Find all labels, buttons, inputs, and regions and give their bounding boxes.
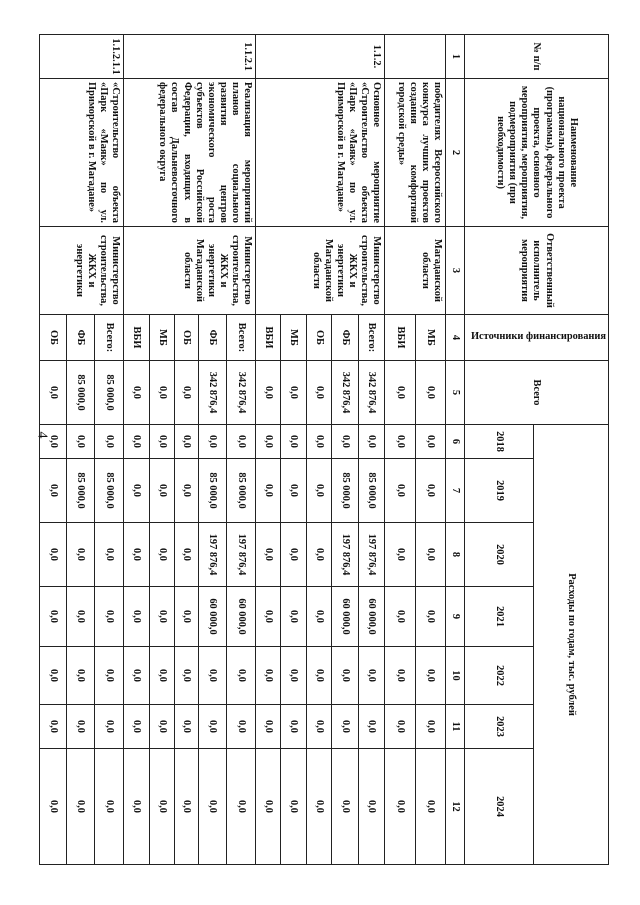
header-year: 2019 — [464, 459, 533, 523]
activity-name: Основное мероприятие «Строительство объекта «Парк «Маяк» по ул. Приморской в г. Магадане» — [255, 79, 384, 227]
value-year: 0,0 — [415, 523, 445, 587]
value-year: 0,0 — [226, 647, 255, 705]
value-year: 0,0 — [123, 705, 149, 749]
page-number: 4 — [34, 431, 50, 439]
funding-source: ВБИ — [384, 315, 415, 361]
value-year: 0,0 — [255, 425, 280, 459]
value-total: 85 000,0 — [66, 361, 94, 425]
funding-source: ОБ — [39, 315, 66, 361]
value-year: 0,0 — [123, 523, 149, 587]
value-year: 197 876,4 — [226, 523, 255, 587]
table-row — [94, 35, 123, 865]
funding-source: ФБ — [198, 315, 226, 361]
value-year: 0,0 — [384, 459, 415, 523]
value-year: 85 000,0 — [66, 459, 94, 523]
header-expenses: Расходы по годам, тыс. рублей — [533, 425, 608, 865]
funding-source: МБ — [149, 315, 174, 361]
value-year: 0,0 — [306, 705, 331, 749]
row-number: 1.1.2.1 — [123, 35, 255, 79]
value-year: 0,0 — [39, 459, 66, 523]
value-year: 85 000,0 — [331, 459, 358, 523]
value-year: 0,0 — [306, 647, 331, 705]
value-total: 0,0 — [384, 361, 415, 425]
value-year: 0,0 — [123, 647, 149, 705]
value-year: 0,0 — [66, 425, 94, 459]
row-number — [384, 35, 445, 79]
value-year: 0,0 — [198, 425, 226, 459]
value-year: 0,0 — [39, 587, 66, 647]
col-number: 12 — [445, 749, 464, 865]
activity-name: «Строительство объекта «Парк «Маяк» по ул. Приморской в г. Магадане» — [39, 79, 123, 227]
funding-source: Всего: — [94, 315, 123, 361]
value-year: 0,0 — [149, 749, 174, 865]
value-year: 60 000,0 — [198, 587, 226, 647]
value-year: 0,0 — [39, 647, 66, 705]
value-year: 85 000,0 — [226, 459, 255, 523]
value-year: 0,0 — [415, 459, 445, 523]
value-year: 0,0 — [306, 459, 331, 523]
value-total: 342 876,4 — [331, 361, 358, 425]
value-year: 0,0 — [174, 425, 198, 459]
value-total: 0,0 — [123, 361, 149, 425]
value-year: 0,0 — [255, 587, 280, 647]
expenses-table — [39, 34, 609, 865]
value-year: 0,0 — [174, 587, 198, 647]
value-year: 0,0 — [255, 647, 280, 705]
value-year: 0,0 — [415, 749, 445, 865]
value-year: 0,0 — [66, 523, 94, 587]
value-year: 0,0 — [306, 425, 331, 459]
value-total: 0,0 — [280, 361, 306, 425]
funding-source: ВБИ — [123, 315, 149, 361]
table-body — [39, 35, 608, 865]
value-year: 0,0 — [198, 705, 226, 749]
funding-source: ФБ — [66, 315, 94, 361]
value-year: 0,0 — [358, 749, 384, 865]
header-year: 2020 — [464, 523, 533, 587]
value-year: 0,0 — [94, 523, 123, 587]
value-year: 0,0 — [174, 749, 198, 865]
header-no: № п/п — [464, 35, 608, 79]
value-year: 0,0 — [384, 749, 415, 865]
rotated-table-container — [47, 34, 609, 824]
value-year: 0,0 — [226, 705, 255, 749]
value-year: 0,0 — [358, 705, 384, 749]
col-number: 4 — [445, 315, 464, 361]
table-row — [415, 35, 445, 865]
value-year: 197 876,4 — [358, 523, 384, 587]
value-year: 0,0 — [39, 425, 66, 459]
value-year: 0,0 — [255, 523, 280, 587]
value-year: 0,0 — [415, 587, 445, 647]
header-year: 2018 — [464, 425, 533, 459]
col-number: 10 — [445, 647, 464, 705]
funding-source: ОБ — [174, 315, 198, 361]
header-row-1 — [533, 35, 608, 865]
value-year: 0,0 — [384, 705, 415, 749]
funding-source: ФБ — [331, 315, 358, 361]
row-number: 1.1.2. — [255, 35, 384, 79]
value-year: 0,0 — [280, 523, 306, 587]
col-number: 9 — [445, 587, 464, 647]
value-total: 0,0 — [255, 361, 280, 425]
value-year: 0,0 — [384, 587, 415, 647]
value-year: 0,0 — [174, 705, 198, 749]
value-year: 0,0 — [226, 425, 255, 459]
value-year: 0,0 — [66, 705, 94, 749]
value-year: 0,0 — [39, 705, 66, 749]
value-year: 0,0 — [94, 425, 123, 459]
value-total: 342 876,4 — [198, 361, 226, 425]
column-numbers-row — [445, 35, 464, 865]
value-year: 0,0 — [280, 749, 306, 865]
header-name: Наименование национального проекта (программы), федерального проекта, основного мероприятия, мероприятия, подмероприятия (при необходимости) — [464, 79, 608, 227]
value-year: 0,0 — [384, 523, 415, 587]
col-number: 7 — [445, 459, 464, 523]
value-year: 0,0 — [123, 425, 149, 459]
value-year: 0,0 — [331, 749, 358, 865]
value-year: 85 000,0 — [94, 459, 123, 523]
value-year: 0,0 — [149, 523, 174, 587]
table-row — [226, 35, 255, 865]
header-year: 2024 — [464, 749, 533, 865]
col-number: 8 — [445, 523, 464, 587]
value-year: 0,0 — [331, 647, 358, 705]
responsible-executor: Министерство строительства, ЖКХ и энергетики Магаданской области — [255, 227, 384, 315]
value-year: 0,0 — [415, 705, 445, 749]
value-total: 342 876,4 — [226, 361, 255, 425]
value-year: 0,0 — [280, 705, 306, 749]
value-year: 0,0 — [123, 459, 149, 523]
value-year: 0,0 — [226, 749, 255, 865]
value-year: 0,0 — [306, 749, 331, 865]
value-year: 0,0 — [306, 587, 331, 647]
value-year: 0,0 — [123, 587, 149, 647]
value-year: 0,0 — [280, 587, 306, 647]
value-year: 0,0 — [66, 587, 94, 647]
value-year: 0,0 — [255, 459, 280, 523]
activity-name: победителях Всероссийского конкурса лучших проектов создания комфортной городской среды» — [384, 79, 445, 227]
value-year: 0,0 — [358, 425, 384, 459]
responsible-executor: Министерство строительства, ЖКХ и энергетики Магаданской области — [123, 227, 255, 315]
value-year: 0,0 — [66, 749, 94, 865]
value-year: 0,0 — [358, 647, 384, 705]
value-year: 197 876,4 — [198, 523, 226, 587]
header-year: 2021 — [464, 587, 533, 647]
value-total: 342 876,4 — [358, 361, 384, 425]
value-year: 0,0 — [39, 523, 66, 587]
value-year: 60 000,0 — [358, 587, 384, 647]
value-year: 197 876,4 — [331, 523, 358, 587]
activity-name: Реализация мероприятий планов социального развития центров экономического роста субъектов Российской Федерации, входящих в состав Дальневосточного федерального округа — [123, 79, 255, 227]
value-year: 0,0 — [384, 647, 415, 705]
value-year: 0,0 — [415, 647, 445, 705]
value-year: 0,0 — [66, 647, 94, 705]
value-year: 60 000,0 — [226, 587, 255, 647]
value-year: 0,0 — [174, 523, 198, 587]
responsible-executor: Магаданской области — [384, 227, 445, 315]
value-year: 0,0 — [331, 425, 358, 459]
header-year: 2022 — [464, 647, 533, 705]
value-total: 0,0 — [149, 361, 174, 425]
value-year: 0,0 — [384, 425, 415, 459]
header-responsible: Ответственный исполнитель мероприятия — [464, 227, 608, 315]
funding-source: ОБ — [306, 315, 331, 361]
row-number: 1.1.2.1.1 — [39, 35, 123, 79]
col-number: 6 — [445, 425, 464, 459]
value-total: 85 000,0 — [94, 361, 123, 425]
funding-source: МБ — [280, 315, 306, 361]
funding-source: МБ — [415, 315, 445, 361]
col-number: 1 — [445, 35, 464, 79]
funding-source: ВБИ — [255, 315, 280, 361]
value-year: 0,0 — [149, 705, 174, 749]
value-year: 0,0 — [331, 705, 358, 749]
value-year: 0,0 — [123, 749, 149, 865]
header-year: 2023 — [464, 705, 533, 749]
value-total: 0,0 — [174, 361, 198, 425]
value-year: 0,0 — [174, 459, 198, 523]
col-number: 11 — [445, 705, 464, 749]
header-source — [464, 315, 608, 361]
value-total: 0,0 — [415, 361, 445, 425]
value-total: 0,0 — [39, 361, 66, 425]
value-year: 0,0 — [94, 647, 123, 705]
value-year: 0,0 — [198, 749, 226, 865]
value-year: 0,0 — [94, 705, 123, 749]
table-row — [358, 35, 384, 865]
value-year: 0,0 — [94, 749, 123, 865]
value-year: 0,0 — [255, 705, 280, 749]
value-year: 0,0 — [149, 647, 174, 705]
value-year: 60 000,0 — [331, 587, 358, 647]
value-year: 0,0 — [255, 749, 280, 865]
col-number: 2 — [445, 79, 464, 227]
value-year: 0,0 — [149, 459, 174, 523]
value-year: 0,0 — [280, 459, 306, 523]
header-total: Всего — [464, 361, 608, 425]
value-year: 0,0 — [198, 647, 226, 705]
header-source-text: Источники финансирования — [470, 331, 606, 343]
col-number: 3 — [445, 227, 464, 315]
value-year: 0,0 — [39, 749, 66, 865]
value-total: 0,0 — [306, 361, 331, 425]
value-year: 0,0 — [280, 425, 306, 459]
value-year: 85 000,0 — [358, 459, 384, 523]
responsible-executor: Министерство строительства, ЖКХ и энергетики — [39, 227, 123, 315]
value-year: 0,0 — [149, 425, 174, 459]
funding-source: Всего: — [358, 315, 384, 361]
value-year: 0,0 — [174, 647, 198, 705]
value-year: 85 000,0 — [198, 459, 226, 523]
col-number: 5 — [445, 361, 464, 425]
value-year: 0,0 — [149, 587, 174, 647]
funding-source: Всего: — [226, 315, 255, 361]
value-year: 0,0 — [415, 425, 445, 459]
rotated-page — [47, 34, 609, 824]
value-year: 0,0 — [306, 523, 331, 587]
value-year: 0,0 — [280, 647, 306, 705]
value-year: 0,0 — [94, 587, 123, 647]
